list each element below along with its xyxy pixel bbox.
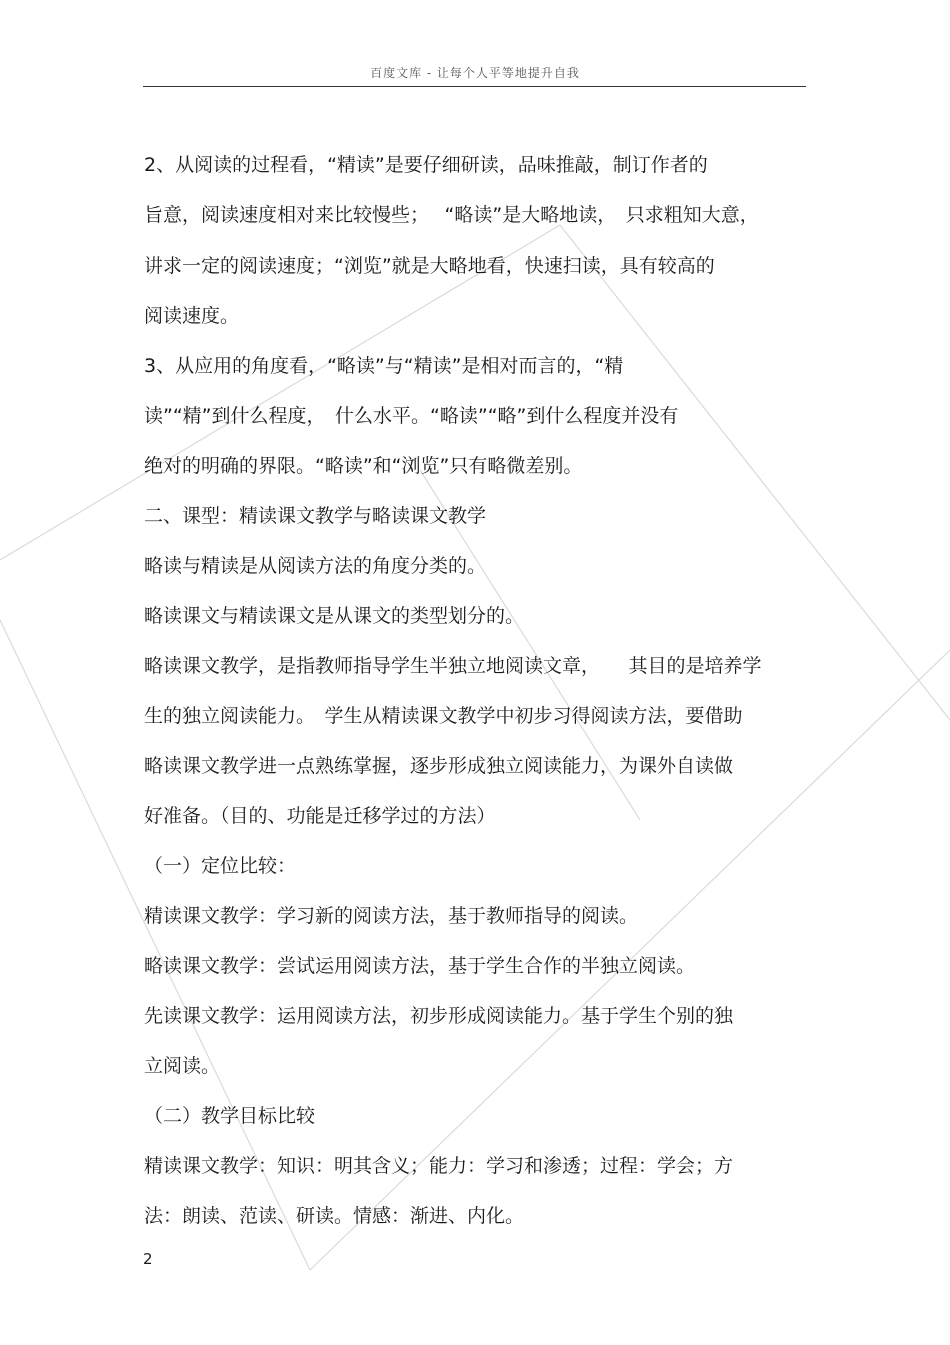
header-divider	[143, 86, 806, 87]
text-line: 读”“精”到什么程度， 什么水平。“略读”“略”到什么程度并没有	[144, 405, 679, 427]
text-line: 略读课文教学：尝试运用阅读方法，基于学生合作的半独立阅读。	[144, 955, 696, 977]
text-line: 精读课文教学：知识：明其含义；能力：学习和渗透；过程：学会；方	[144, 1155, 734, 1177]
text-line: 2、从阅读的过程看，“精读”是要仔细研读，品味推敲，制订作者的	[144, 154, 708, 176]
section-heading: 二、课型：精读课文教学与略读课文教学	[144, 505, 487, 527]
text-line: 阅读速度。	[144, 305, 240, 327]
text-line: 立阅读。	[144, 1055, 221, 1077]
text-line: 先读课文教学：运用阅读方法，初步形成阅读能力。基于学生个别的独	[144, 1005, 734, 1027]
text-line: 略读课文与精读课文是从课文的类型划分的。	[144, 605, 525, 627]
text-line: 3、从应用的角度看，“略读”与“精读”是相对而言的，“精	[144, 355, 624, 377]
text-line: 略读课文教学进一点熟练掌握，逐步形成独立阅读能力，为课外自读做	[144, 755, 734, 777]
text-line: 法：朗读、范读、研读。情感：渐进、内化。	[144, 1205, 525, 1227]
text-line: 略读课文教学，是指教师指导学生半独立地阅读文章， 其目的是培养学	[144, 655, 762, 677]
subsection-heading: （二）教学目标比较	[144, 1105, 316, 1127]
text-line: 旨意，阅读速度相对来比较慢些； “略读”是大略地读， 只求粗知大意，	[144, 204, 759, 226]
text-line: 略读与精读是从阅读方法的角度分类的。	[144, 555, 487, 577]
subsection-heading: （一）定位比较：	[144, 855, 297, 877]
text-line: 讲求一定的阅读速度；“浏览”就是大略地看，快速扫读，具有较高的	[144, 255, 715, 277]
page-number: 2	[143, 1250, 153, 1268]
text-line: 绝对的明确的界限。“略读”和“浏览”只有略微差别。	[144, 455, 583, 477]
text-line: 好准备。（目的、功能是迁移学过的方法）	[144, 805, 496, 827]
text-line: 生的独立阅读能力。 学生从精读课文教学中初步习得阅读方法，要借助	[144, 705, 743, 727]
text-line: 精读课文教学：学习新的阅读方法，基于教师指导的阅读。	[144, 905, 639, 927]
page-header: 百度文库 - 让每个人平等地提升自我	[370, 66, 580, 80]
